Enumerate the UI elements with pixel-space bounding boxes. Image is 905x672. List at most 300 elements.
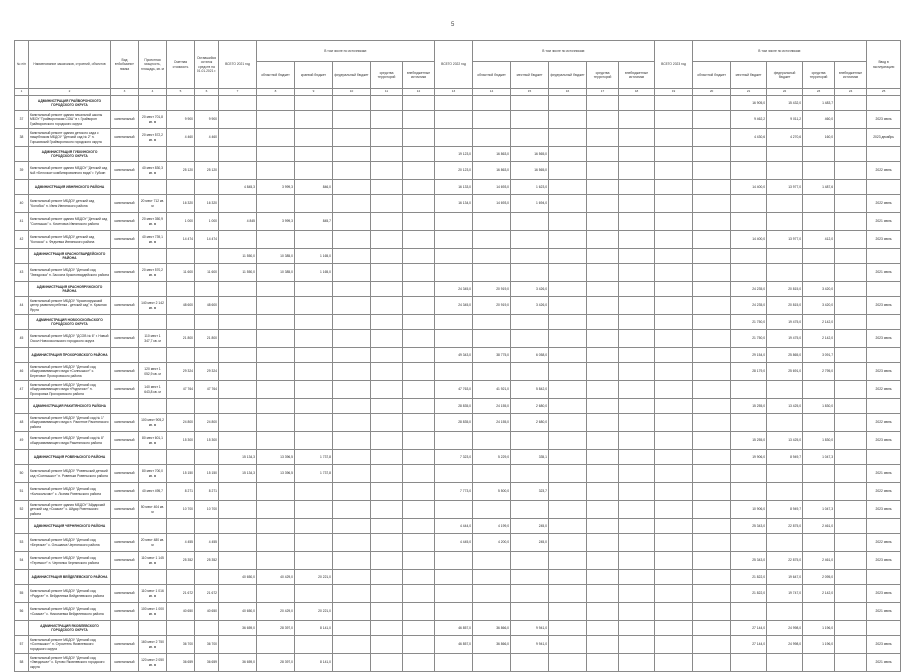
cell-no: 51 xyxy=(15,483,29,501)
cell-value: 1 483,7 xyxy=(803,96,835,111)
section-row xyxy=(15,450,901,465)
cell-value: 16 565,0 xyxy=(511,147,549,162)
cell-value xyxy=(693,381,731,399)
cell-value: 24 235,0 xyxy=(731,297,767,315)
cell-value xyxy=(371,180,403,195)
cell-value xyxy=(511,96,549,111)
cell-value: 20 221,0 xyxy=(295,570,333,585)
cell-value xyxy=(693,195,731,213)
section-row xyxy=(15,180,901,195)
cell-value: 8 141,0 xyxy=(295,654,333,672)
cell-value xyxy=(333,249,371,264)
cell-value xyxy=(693,519,731,534)
cell-value xyxy=(549,213,587,231)
table-row xyxy=(15,603,901,621)
object-name: Капитальный ремонт МБДОУ "Детский сад «Березка»" с. Ольшанка Чернянского района xyxy=(29,534,111,552)
cell-value xyxy=(435,363,473,381)
cell-value xyxy=(257,348,295,363)
cell-value xyxy=(655,585,693,603)
cell-value: 36 866,0 xyxy=(473,621,511,636)
cell-value xyxy=(655,636,693,654)
cell-commissioning: 2021 июль xyxy=(867,213,901,231)
col-src-c: местный бюджет xyxy=(731,62,767,89)
cell-value xyxy=(295,414,333,432)
cell-kind: капитальный xyxy=(111,330,139,348)
col-sources-2022: В том числе по источникам: xyxy=(473,41,655,62)
col-total-2021: ВСЕГО 2021 год xyxy=(219,41,257,89)
cell-remaining xyxy=(195,570,219,585)
cell-value xyxy=(371,315,403,330)
cell-value xyxy=(655,195,693,213)
cell-value xyxy=(549,399,587,414)
cell-value xyxy=(587,483,619,501)
cell-remaining: 14 474 xyxy=(195,231,219,249)
cell-value xyxy=(587,585,619,603)
cell-value: 13 977,0 xyxy=(767,231,803,249)
cell-value xyxy=(435,96,473,111)
table-row xyxy=(15,585,901,603)
cell-value xyxy=(511,315,549,330)
cell-value: 47 763,0 xyxy=(435,381,473,399)
cell-value: 7 323,0 xyxy=(435,450,473,465)
cell-remaining xyxy=(195,519,219,534)
cell-value: 21 750,0 xyxy=(731,330,767,348)
cell-value xyxy=(333,432,371,450)
cell-kind: капитальный xyxy=(111,636,139,654)
cell-value xyxy=(803,162,835,180)
cell-value: 28 835,0 xyxy=(435,414,473,432)
cell-value xyxy=(473,465,511,483)
cell-commissioning: 2021 июль xyxy=(867,264,901,282)
cell-value xyxy=(511,213,549,231)
object-name: Капитальный ремонт МБДОУ "Детский сад «Колокольчик»" с. Лозная Ровеньского района xyxy=(29,483,111,501)
cell-remaining xyxy=(195,282,219,297)
cell-value xyxy=(767,162,803,180)
cell-value: 21 750,0 xyxy=(731,315,767,330)
cell-value: 4 200,0 xyxy=(473,534,511,552)
cell-capacity: 160 мест 2 750 кв. м xyxy=(139,636,167,654)
cell-value xyxy=(835,96,867,111)
cell-value xyxy=(619,570,655,585)
cell-value xyxy=(767,264,803,282)
cell-cost: 21 800 xyxy=(167,330,195,348)
column-number: 21 xyxy=(731,89,767,96)
cell-kind: капитальный xyxy=(111,414,139,432)
cell-value xyxy=(257,636,295,654)
cell-value: 19 747,0 xyxy=(767,585,803,603)
section-title: АДМИНИСТРАЦИЯ НОВООСКОЛЬСКОГО ГОРОДСКОГО ОКРУГА xyxy=(29,315,111,330)
cell-value xyxy=(549,363,587,381)
cell-value xyxy=(219,399,257,414)
cell-value xyxy=(731,465,767,483)
cell-value xyxy=(333,465,371,483)
cell-value: 4 845,3 xyxy=(219,180,257,195)
cell-value xyxy=(619,483,655,501)
table-row xyxy=(15,111,901,129)
cell-value xyxy=(371,483,403,501)
cell-value xyxy=(295,129,333,147)
cell-value xyxy=(655,534,693,552)
cell-remaining xyxy=(195,96,219,111)
cell-value xyxy=(619,96,655,111)
section-row xyxy=(15,282,901,297)
cell-value xyxy=(403,621,435,636)
cell-value xyxy=(403,363,435,381)
cell-value xyxy=(511,570,549,585)
cell-no: 38 xyxy=(15,129,29,147)
cell-value xyxy=(333,399,371,414)
cell-cost: 4 460 xyxy=(167,129,195,147)
col-commissioning: Ввод в эксплуатацию xyxy=(867,41,901,89)
cell-value xyxy=(371,231,403,249)
cell-kind xyxy=(111,570,139,585)
cell-value xyxy=(549,249,587,264)
object-name: Капитальный ремонт МБДОУ "Детский сад «Сказка»" с. Николаевка Вейделевского района xyxy=(29,603,111,621)
cell-value: 1 830,0 xyxy=(803,432,835,450)
column-number: 19 xyxy=(655,89,693,96)
cell-value xyxy=(587,162,619,180)
table-row xyxy=(15,213,901,231)
cell-cost: 29 324 xyxy=(167,363,195,381)
cell-value xyxy=(835,519,867,534)
cell-capacity xyxy=(139,399,167,414)
cell-no: 57 xyxy=(15,636,29,654)
cell-value xyxy=(435,111,473,129)
cell-value xyxy=(435,585,473,603)
cell-capacity: 140 мест 2 142 кв. м xyxy=(139,297,167,315)
cell-value xyxy=(835,348,867,363)
cell-value xyxy=(295,330,333,348)
cell-capacity xyxy=(139,180,167,195)
section-row xyxy=(15,249,901,264)
cell-remaining xyxy=(195,315,219,330)
cell-value xyxy=(295,231,333,249)
cell-value xyxy=(371,363,403,381)
cell-value xyxy=(473,129,511,147)
cell-value: 5 842,0 xyxy=(511,381,549,399)
cell-value xyxy=(295,585,333,603)
cell-value xyxy=(473,432,511,450)
column-number: 10 xyxy=(333,89,371,96)
cell-commissioning: 2022 июнь xyxy=(867,162,901,180)
cell-remaining: 9 900 xyxy=(195,111,219,129)
cell-no: 41 xyxy=(15,213,29,231)
cell-value xyxy=(219,363,257,381)
cell-value xyxy=(371,654,403,672)
cell-value xyxy=(835,330,867,348)
section-title: АДМИНИСТРАЦИЯ КРАСНОГВАРДЕЙСКОГО РАЙОНА xyxy=(29,249,111,264)
cell-value: 845,7 xyxy=(295,213,333,231)
object-name: Капитальный ремонт здания начальной школы МБОУ "Грайворонская СОШ" в г. Грайворон Грайворонского городского округа xyxy=(29,111,111,129)
object-name: Капитальный ремонт МБДОУ "Детский сад общеразвивающего вида «Родничок»" п. Прохоровка Прохоровского района xyxy=(29,381,111,399)
cell-value xyxy=(835,264,867,282)
cell-cost xyxy=(167,348,195,363)
cell-value: 24 155,0 xyxy=(473,414,511,432)
cell-value xyxy=(767,213,803,231)
cell-value xyxy=(511,363,549,381)
cell-value xyxy=(655,483,693,501)
cell-value xyxy=(333,534,371,552)
cell-no: 42 xyxy=(15,231,29,249)
cell-value xyxy=(587,249,619,264)
cell-value: 24 345,0 xyxy=(435,282,473,297)
cell-value xyxy=(435,654,473,672)
cell-value: 14 400,0 xyxy=(731,231,767,249)
cell-value xyxy=(693,96,731,111)
cell-value xyxy=(619,465,655,483)
cell-value xyxy=(619,414,655,432)
cell-value xyxy=(295,195,333,213)
cell-value xyxy=(731,249,767,264)
cell-value xyxy=(295,147,333,162)
column-number: 9 xyxy=(295,89,333,96)
cell-value xyxy=(403,603,435,621)
cell-cost: 25 120 xyxy=(167,162,195,180)
cell-value xyxy=(587,519,619,534)
col-src-b: средства территорий xyxy=(587,62,619,89)
cell-value: 19 475,0 xyxy=(767,315,803,330)
cell-value xyxy=(731,381,767,399)
cell-value xyxy=(655,432,693,450)
cell-remaining xyxy=(195,348,219,363)
cell-value xyxy=(587,621,619,636)
cell-cost: 10 700 xyxy=(167,501,195,519)
cell-kind xyxy=(111,147,139,162)
section-title: АДМИНИСТРАЦИЯ РАКИТЯНСКОГО РАЙОНА xyxy=(29,399,111,414)
cell-value xyxy=(371,147,403,162)
column-number: 24 xyxy=(835,89,867,96)
cell-capacity xyxy=(139,519,167,534)
table-row xyxy=(15,552,901,570)
cell-value xyxy=(371,414,403,432)
cell-cost: 21 672 xyxy=(167,585,195,603)
cell-value xyxy=(219,534,257,552)
cell-value xyxy=(587,180,619,195)
cell-value xyxy=(549,414,587,432)
cell-value xyxy=(731,414,767,432)
cell-kind: капитальный xyxy=(111,297,139,315)
cell-cost: 8 271 xyxy=(167,483,195,501)
cell-value xyxy=(549,162,587,180)
cell-value xyxy=(587,111,619,129)
cell-value xyxy=(219,585,257,603)
cell-value xyxy=(403,414,435,432)
cell-value: 13 425,0 xyxy=(767,399,803,414)
cell-value: 245,0 xyxy=(511,519,549,534)
table-row xyxy=(15,534,901,552)
col-name: Наименование заказчиков, строений, объектов xyxy=(29,41,111,89)
cell-value: 36 866,0 xyxy=(473,636,511,654)
cell-value xyxy=(403,636,435,654)
cell-value xyxy=(835,636,867,654)
cell-value: 11 550,0 xyxy=(219,249,257,264)
cell-value xyxy=(403,96,435,111)
section-title: АДМИНИСТРАЦИЯ ПРОХОРОВСКОГО РАЙОНА xyxy=(29,348,111,363)
column-number: 25 xyxy=(867,89,901,96)
cell-value: 20 919,0 xyxy=(473,297,511,315)
cell-value xyxy=(371,282,403,297)
cell-remaining: 15 150 xyxy=(195,465,219,483)
cell-value xyxy=(333,129,371,147)
cell-value xyxy=(371,96,403,111)
cell-value: 15 255,0 xyxy=(731,432,767,450)
cell-value xyxy=(655,231,693,249)
cell-value xyxy=(655,450,693,465)
cell-value: 4 199,0 xyxy=(473,519,511,534)
cell-value: 40 429,0 xyxy=(257,570,295,585)
cell-value: 3 420,0 xyxy=(803,282,835,297)
cell-value xyxy=(549,450,587,465)
cell-value: 20 919,0 xyxy=(473,282,511,297)
cell-value: 20 815,0 xyxy=(767,297,803,315)
object-name: Капитальный ремонт МБДОУ "Детский сад общеразвивающего вида «Солнышко»" с. Береговое Прохоровского района xyxy=(29,363,111,381)
cell-no: 53 xyxy=(15,534,29,552)
cell-no: 48 xyxy=(15,414,29,432)
cell-value xyxy=(435,315,473,330)
section-row xyxy=(15,315,901,330)
object-name: Капитальный ремонт МБДОУ детский сад "Колосок" с. Федчевка Ивнянского района xyxy=(29,231,111,249)
cell-value: 27 144,0 xyxy=(731,621,767,636)
cell-value xyxy=(333,519,371,534)
cell-commissioning xyxy=(867,249,901,264)
cell-commissioning: 2022 июль xyxy=(867,534,901,552)
cell-value xyxy=(219,297,257,315)
cell-value xyxy=(371,381,403,399)
cell-value: 20 815,0 xyxy=(767,282,803,297)
cell-commissioning: 2023 июль xyxy=(867,231,901,249)
cell-value xyxy=(619,129,655,147)
object-name: Капитальный ремонт МБДОУ "Детский сад «Звездочка»" с. Бутово Яковлевского городского округа xyxy=(29,654,111,672)
cell-value xyxy=(473,264,511,282)
column-number: 11 xyxy=(371,89,403,96)
cell-value xyxy=(835,195,867,213)
cell-value: 22 875,0 xyxy=(767,552,803,570)
cell-commissioning: 2023 декабрь xyxy=(867,129,901,147)
cell-remaining xyxy=(195,399,219,414)
col-src-a: областной бюджет xyxy=(257,62,295,89)
cell-value: 24 235,0 xyxy=(731,282,767,297)
column-number: 18 xyxy=(619,89,655,96)
cell-value: 1 487,6 xyxy=(803,180,835,195)
cell-value xyxy=(731,213,767,231)
cell-value xyxy=(219,330,257,348)
cell-value xyxy=(333,147,371,162)
cell-value xyxy=(371,195,403,213)
cell-capacity xyxy=(139,348,167,363)
col-sources-2021: В том числе по источникам: xyxy=(257,41,435,62)
cell-value xyxy=(619,213,655,231)
cell-remaining: 21 800 xyxy=(195,330,219,348)
cell-value xyxy=(693,585,731,603)
cell-value xyxy=(371,603,403,621)
cell-capacity: 120 мест 2 050 кв. м xyxy=(139,654,167,672)
cell-value: 10 906,0 xyxy=(731,501,767,519)
cell-value xyxy=(655,621,693,636)
cell-value xyxy=(549,534,587,552)
cell-cost xyxy=(167,621,195,636)
cell-value xyxy=(333,363,371,381)
cell-no: 47 xyxy=(15,381,29,399)
cell-value xyxy=(587,147,619,162)
cell-value: 7 773,0 xyxy=(435,483,473,501)
section-title: АДМИНИСТРАЦИЯ КРАСНОЯРУЖСКОГО РАЙОНА xyxy=(29,282,111,297)
cell-value xyxy=(731,264,767,282)
cell-value: 15 432,0 xyxy=(767,96,803,111)
cell-value: 2 461,0 xyxy=(803,519,835,534)
cell-value xyxy=(333,282,371,297)
col-src-c: внебюджетные источники xyxy=(835,62,867,89)
cell-value: 3 091,7 xyxy=(803,348,835,363)
cell-kind xyxy=(111,348,139,363)
object-name: Капитальный ремонт МБДОУ "Детский сад № 1" общеразвивающего вида п. Ракитное Ракитянского района xyxy=(29,414,111,432)
cell-value xyxy=(587,450,619,465)
cell-value: 36 659,0 xyxy=(219,621,257,636)
cell-value xyxy=(587,603,619,621)
cell-value xyxy=(333,654,371,672)
cell-no: 39 xyxy=(15,162,29,180)
cell-value xyxy=(587,636,619,654)
cell-remaining: 4 455 xyxy=(195,534,219,552)
table-row xyxy=(15,483,901,501)
cell-value xyxy=(693,570,731,585)
cell-value xyxy=(655,519,693,534)
cell-capacity: 20 мест 350,9 кв. м xyxy=(139,213,167,231)
col-src-b: областной бюджет xyxy=(473,62,511,89)
object-name: Капитальный ремонт МБДОУ "Детский сад «Радуга»" п. Вейделевка Вейделевского района xyxy=(29,585,111,603)
cell-capacity: 110 мест 1 016 кв. м xyxy=(139,585,167,603)
cell-value: 3 426,0 xyxy=(511,282,549,297)
cell-value xyxy=(693,111,731,129)
cell-remaining xyxy=(195,249,219,264)
cell-value xyxy=(587,654,619,672)
cell-value xyxy=(835,501,867,519)
cell-value xyxy=(655,381,693,399)
cell-kind: капитальный xyxy=(111,501,139,519)
cell-value xyxy=(767,603,803,621)
cell-value: 13 425,0 xyxy=(767,432,803,450)
object-name: Капитальный ремонт МБДОУ "Детский сад "Звездочка" п. Засосна Красногвардейского района xyxy=(29,264,111,282)
cell-value xyxy=(403,195,435,213)
cell-commissioning: 2023 июль xyxy=(867,585,901,603)
cell-value xyxy=(619,432,655,450)
cell-value xyxy=(257,282,295,297)
cell-value xyxy=(835,297,867,315)
cell-value xyxy=(403,450,435,465)
cell-value xyxy=(655,570,693,585)
cell-capacity: 20 мест 572,2 кв. м xyxy=(139,129,167,147)
cell-cost xyxy=(167,450,195,465)
cell-kind: капитальный xyxy=(111,363,139,381)
cell-value: 46 857,0 xyxy=(435,636,473,654)
cell-value xyxy=(549,180,587,195)
object-name: Капитальный ремонт МБДОУ "ДСОВ № 6" г. Новый Оскол Новооскольского городского округа xyxy=(29,330,111,348)
cell-value: 19 475,0 xyxy=(767,330,803,348)
cell-value xyxy=(693,129,731,147)
column-number: 6 xyxy=(195,89,219,96)
cell-remaining: 4 460 xyxy=(195,129,219,147)
cell-value xyxy=(511,231,549,249)
column-number: 16 xyxy=(549,89,587,96)
column-number: 23 xyxy=(803,89,835,96)
cell-value xyxy=(371,264,403,282)
cell-value xyxy=(549,111,587,129)
cell-value xyxy=(835,465,867,483)
cell-commissioning xyxy=(867,621,901,636)
cell-commissioning: 2022 июнь xyxy=(867,414,901,432)
cell-value xyxy=(295,282,333,297)
cell-value: 2 142,0 xyxy=(803,330,835,348)
cell-value xyxy=(767,249,803,264)
